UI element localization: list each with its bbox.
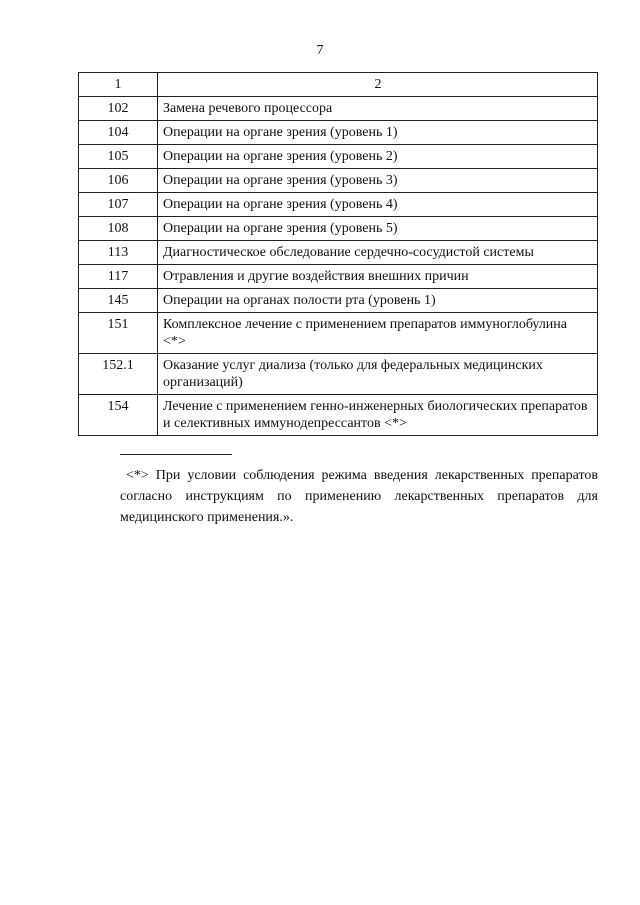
row-name: Операции на органе зрения (уровень 3) bbox=[158, 169, 598, 193]
row-code: 107 bbox=[79, 193, 158, 217]
row-code: 113 bbox=[79, 241, 158, 265]
row-name: Операции на органе зрения (уровень 4) bbox=[158, 193, 598, 217]
row-name: Операции на органе зрения (уровень 2) bbox=[158, 145, 598, 169]
row-code: 151 bbox=[79, 313, 158, 354]
table-row bbox=[79, 97, 598, 121]
row-code: 104 bbox=[79, 121, 158, 145]
row-name: Лечение с применением генно-инженерных биологических препаратов и селективных иммунодепрессантов <*> bbox=[158, 395, 598, 436]
row-name: Комплексное лечение с применением препаратов иммуноглобулина <*> bbox=[158, 313, 598, 354]
row-code: 105 bbox=[79, 145, 158, 169]
row-code: 154 bbox=[79, 395, 158, 436]
row-name: Оказание услуг диализа (только для федеральных медицинских организаций) bbox=[158, 354, 598, 395]
header-cell-name: 2 bbox=[158, 73, 598, 97]
row-name: Отравления и другие воздействия внешних причин bbox=[158, 265, 598, 289]
row-code: 145 bbox=[79, 289, 158, 313]
table-row bbox=[79, 265, 598, 289]
row-name: Замена речевого процессора bbox=[158, 97, 598, 121]
header-cell-code: 1 bbox=[79, 73, 158, 97]
row-code: 108 bbox=[79, 217, 158, 241]
footnote-separator bbox=[120, 454, 232, 455]
table-header-row bbox=[79, 73, 598, 97]
row-name: Операции на органе зрения (уровень 5) bbox=[158, 217, 598, 241]
table-row bbox=[79, 217, 598, 241]
row-code: 152.1 bbox=[79, 354, 158, 395]
row-code: 117 bbox=[79, 265, 158, 289]
table-row bbox=[79, 169, 598, 193]
footnote-text: <*> При условии соблюдения режима введения лекарственных препаратов согласно инструкциям по применению лекарственных препаратов для медицинского применения.». bbox=[120, 468, 598, 525]
table-row bbox=[79, 145, 598, 169]
page-number: 7 bbox=[316, 43, 324, 58]
row-code: 102 bbox=[79, 97, 158, 121]
table-row bbox=[79, 354, 598, 395]
table-row bbox=[79, 121, 598, 145]
codes-table bbox=[78, 72, 598, 436]
row-name: Диагностическое обследование сердечно-сосудистой системы bbox=[158, 241, 598, 265]
table-row bbox=[79, 313, 598, 354]
table-row bbox=[79, 193, 598, 217]
table-row bbox=[79, 289, 598, 313]
table-row bbox=[79, 395, 598, 436]
row-name: Операции на органах полости рта (уровень 1) bbox=[158, 289, 598, 313]
row-code: 106 bbox=[79, 169, 158, 193]
table-row bbox=[79, 241, 598, 265]
row-name: Операции на органе зрения (уровень 1) bbox=[158, 121, 598, 145]
